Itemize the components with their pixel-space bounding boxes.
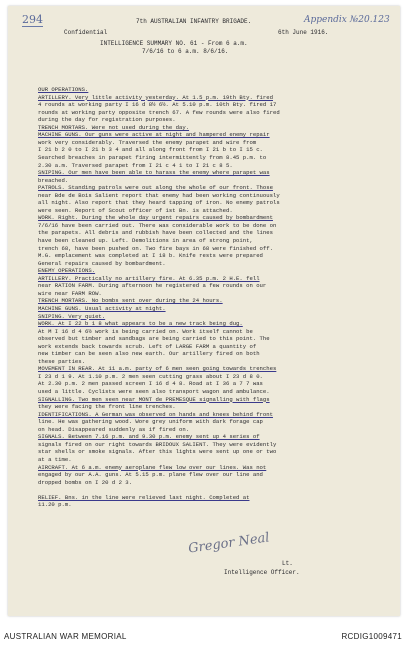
body-line: were seen. Report of Scout officer of 1st Bn. is attached. — [38, 206, 233, 214]
body-line: 2.30 a.m. Traversed parapet from I 21 c 4 1 to I 21 c 8 5. — [38, 161, 233, 169]
body-line: MOVEMENT IN REAR. At 11 a.m. party of 6 men seen going towards trenches — [38, 365, 277, 373]
summary-range: 7/6/16 to 6 a.m. 8/6/16. — [142, 48, 229, 55]
body-line: WORK. Right. During the whole day urgent repairs caused by bombardment — [38, 214, 273, 222]
body-line: At 2.30 p.m. 2 men passed screen I 16 d 4 8. Road at I 36 a 7 7 was — [38, 380, 263, 388]
document-page — [8, 6, 400, 616]
body-line: star shells or smoke signals. After this lights were sent up one or two — [38, 448, 277, 456]
body-line: signals fired on our right towards BRIDOUX SALIENT. They were evidently — [38, 440, 277, 448]
confidential-label: Confidential — [64, 29, 108, 36]
signature-title: Intelligence Officer. — [224, 569, 300, 576]
body-line: work very considerably. Traversed the enemy parapet and wire from — [38, 138, 257, 146]
body-line: RELIEF. Bns. in the line were relieved last night. Completed at — [38, 493, 250, 501]
body-line: TRENCH MORTARS. Were not used during the day. — [38, 123, 190, 131]
body-line: observed but timber and sandbags are being carried to this point. The — [38, 335, 270, 343]
officer-signature: Gregor Neal — [187, 530, 271, 557]
appendix-annotation: Appendix №20.123 — [304, 15, 390, 25]
folio-number: 294 — [22, 13, 43, 26]
body-line: dropped bombs on I 20 d 2 3. — [38, 478, 132, 486]
body-line: Searched breaches in parapet firing intermittently from 8.45 p.m. to — [38, 153, 267, 161]
brigade-heading: 7th AUSTRALIAN INFANTRY BRIGADE. — [136, 18, 252, 25]
body-line: the parapets. All debris and rubbish have been collected and the lines — [38, 229, 273, 237]
body-line: MACHINE GUNS. Our guns were active at night and hampered enemy repair — [38, 131, 270, 139]
body-line: 4 rounds at working party I 16 d 8½ 6½. At 5.10 p.m. 10th Bty. fired 17 — [38, 101, 277, 109]
document-date: 6th June 1916. — [278, 29, 329, 36]
summary-title: INTELLIGENCE SUMMARY NO. 61 - From 6 a.m. — [100, 40, 248, 47]
body-line: near RATION FARM. During afternoon he registered a few rounds on our — [38, 282, 267, 290]
body-line: TRENCH MORTARS. No bombs sent over during the 24 hours. — [38, 297, 223, 305]
body-line: OUR OPERATIONS. — [38, 86, 89, 93]
body-line: IDENTIFICATIONS. A German was observed on hands and knees behind front — [38, 410, 273, 418]
body-line: they were facing the front line trenches. — [38, 403, 176, 411]
body-line: SIGNALS. Between 7.16 p.m. and 9.30 p.m. enemy sent up 4 series of — [38, 433, 260, 441]
body-line: ENEMY OPERATIONS. — [38, 267, 96, 275]
body-line: wire near FARM ROW. — [38, 289, 102, 297]
body-line: during the day for registration purposes. — [38, 116, 176, 124]
body-line: breached. — [38, 176, 69, 184]
body-line: ARTILLERY. Very little activity yesterday. At 1.5 p.m. 19th Bty. fired — [38, 93, 273, 101]
body-line: WORK. At I 22 b 1 8 what appears to be a new track being dug. — [38, 320, 243, 328]
archive-reference: RCDIG1009471 — [341, 632, 402, 641]
body-line: I 21 b 2 0 to I 21 b 3 4 and all along front from I 21 b to I 15 c. — [38, 146, 263, 154]
body-line: SNIPING. Our men have been able to harass the enemy where parapet was — [38, 169, 270, 177]
body-line: all night. Also report that they heard tapping of iron. No enemy patrols — [38, 199, 280, 207]
archive-footer — [0, 622, 408, 653]
body-line: AIRCRAFT. At 6 a.m. enemy aeroplane flew low over our lines. Was not — [38, 463, 267, 471]
body-line: used a little. Cyclists were seen also transport wagon and ambulance. — [38, 388, 270, 395]
body-line: on head. Disappeared suddenly as if fired on. — [38, 425, 190, 433]
body-line: M.G. emplacement was completed at I 18 b. Knife rests were prepared — [38, 252, 263, 260]
body-line: trench 68, have been pushed on. Two fire bays in 68 were finished off. — [38, 244, 273, 252]
body-line: have been cleaned up. Left. Demolitions in area of strong point, — [38, 237, 253, 244]
body-line: MACHINE GUNS. Usual activity at night. — [38, 304, 166, 312]
body-line: At M I 16 d 4 6½ work is being carried on. Work itself cannot be — [38, 327, 253, 335]
body-line: these parties. — [38, 357, 85, 365]
body-line: work extends back towards scrub. Left of LARGE FARM a quantity of — [38, 342, 257, 350]
body-line: engaged by our A.A. guns. At 5.15 p.m. plane flew over our line and — [38, 471, 263, 479]
body-line: SNIPING. Very quiet. — [38, 312, 106, 320]
body-line: rounds at working party opposite trench 67. A few rounds were also fired — [38, 108, 280, 116]
body-line: 7/6/16 have been carried out. There was considerable work to be done on — [38, 221, 277, 229]
body-line: PATROLS. Standing patrols were out along the whole of our front. Those — [38, 184, 273, 192]
body-line: near Bde de Bois Salient report that enemy had been working continuously — [38, 191, 280, 199]
body-line: SIGNALLING. Two men seen near MONT de PREMESQUE signalling with flags — [38, 395, 270, 403]
body-line: General repairs caused by bombardment. — [38, 259, 166, 267]
body-line: new timber can be seen also new earth. Our artillery fired on both — [38, 350, 260, 358]
body-line: ARTILLERY. Practically no artillery fire. At 6.35 p.m. 2 H.E. fell — [38, 274, 260, 282]
body-line: 11.20 p.m. — [38, 501, 72, 509]
body-line: at a time. — [38, 455, 72, 463]
body-line: I 23 d 1 9. At 1.10 p.m. 2 men seen cutting grass about I 23 d 8 0. — [38, 372, 263, 380]
signature-rank: Lt. — [282, 560, 293, 567]
body-line: line. He was gathering wood. Wore grey uniform with dark forage cap — [38, 418, 263, 426]
archive-name: AUSTRALIAN WAR MEMORIAL — [4, 632, 127, 641]
